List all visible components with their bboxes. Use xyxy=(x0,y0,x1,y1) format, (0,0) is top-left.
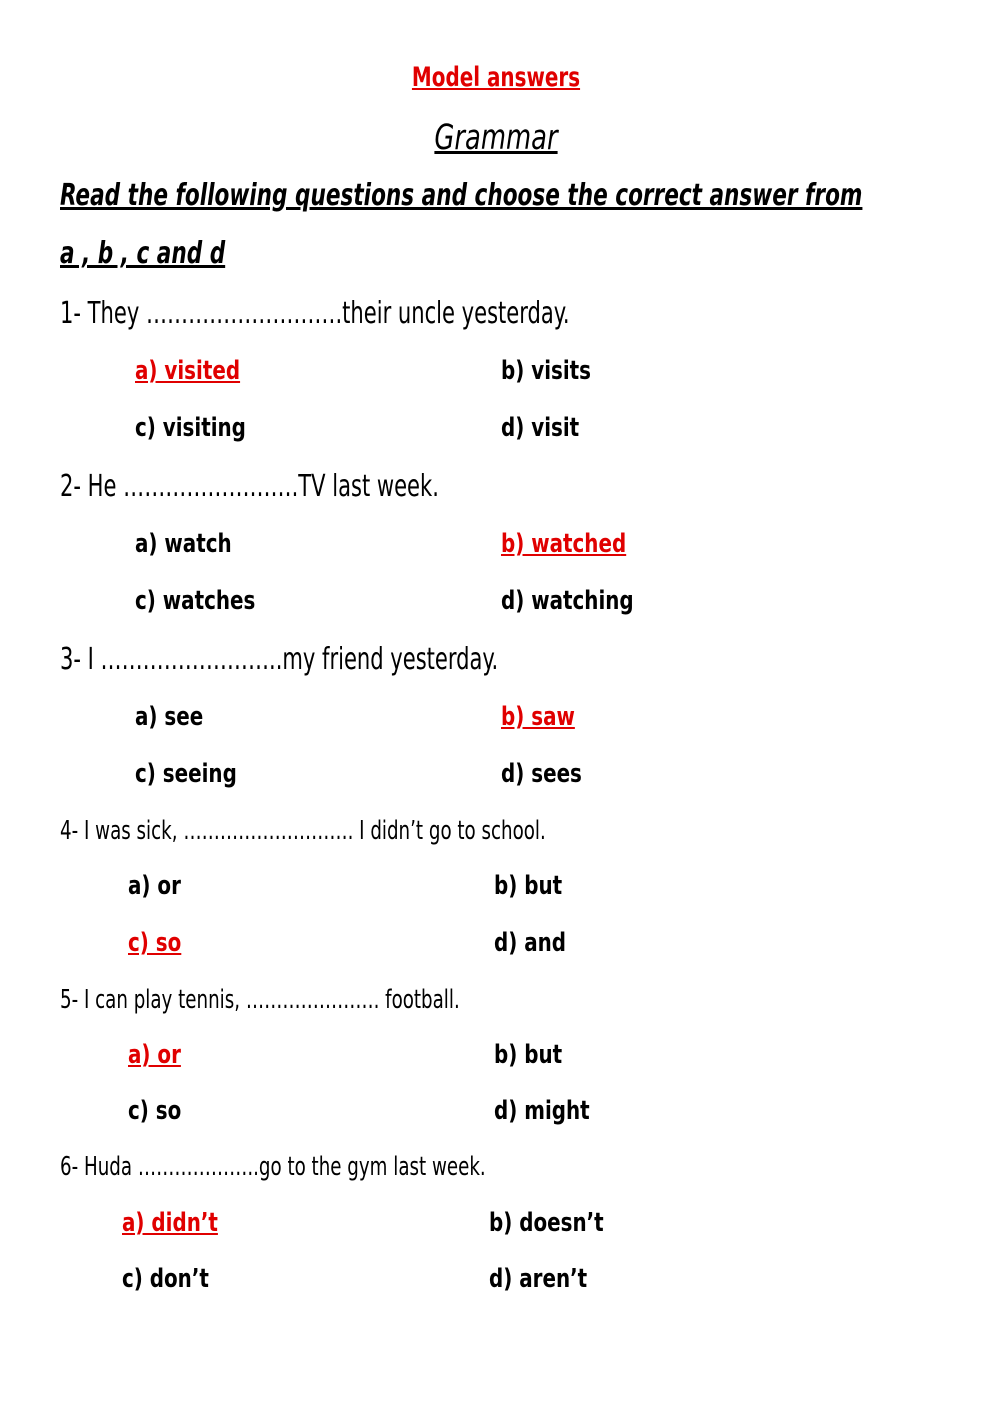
question-6: 6- Huda ………………..go to the gym last week. xyxy=(60,1152,486,1182)
q2-option-b: b) watched xyxy=(501,529,627,559)
q2-option-d: d) watching xyxy=(501,586,634,616)
question-5: 5- I can play tennis, …………………. football. xyxy=(60,985,460,1015)
q5-option-b: b) but xyxy=(494,1040,563,1070)
question-3: 3- I ……………………..my friend yesterday. xyxy=(60,642,499,677)
q1-option-c: c) visiting xyxy=(135,413,246,443)
q6-option-c: c) don’t xyxy=(122,1264,209,1294)
q4-option-a: a) or xyxy=(128,871,181,901)
question-2: 2- He …………………….TV last week. xyxy=(60,469,439,504)
q4-option-b: b) but xyxy=(494,871,563,901)
model-answers-heading: Model answers xyxy=(411,62,581,93)
q3-option-d: d) sees xyxy=(501,759,582,789)
q2-option-c: c) watches xyxy=(135,586,256,616)
q4-option-c: c) so xyxy=(128,928,182,958)
q5-option-c: c) so xyxy=(128,1096,182,1126)
grammar-heading: Grammar xyxy=(434,118,558,158)
q5-option-d: d) might xyxy=(494,1096,590,1126)
q3-option-b: b) saw xyxy=(501,702,575,732)
q4-option-d: d) and xyxy=(494,928,567,958)
instructions-line-2: a , b , c and d xyxy=(60,236,226,271)
q3-option-c: c) seeing xyxy=(135,759,237,789)
q2-option-a: a) watch xyxy=(135,529,232,559)
question-1: 1- They ……………………….their uncle yesterday. xyxy=(60,296,570,331)
q1-option-a: a) visited xyxy=(135,356,241,386)
q6-option-d: d) aren’t xyxy=(489,1264,588,1294)
q1-option-d: d) visit xyxy=(501,413,580,443)
q5-option-a: a) or xyxy=(128,1040,181,1070)
question-4: 4- I was sick, ………………………. I didn’t go to school. xyxy=(60,816,546,846)
q6-option-a: a) didn’t xyxy=(122,1208,218,1238)
q3-option-a: a) see xyxy=(135,702,204,732)
instructions-line-1: Read the following questions and choose the correct answer from xyxy=(60,178,863,213)
q6-option-b: b) doesn’t xyxy=(489,1208,604,1238)
q1-option-b: b) visits xyxy=(501,356,592,386)
